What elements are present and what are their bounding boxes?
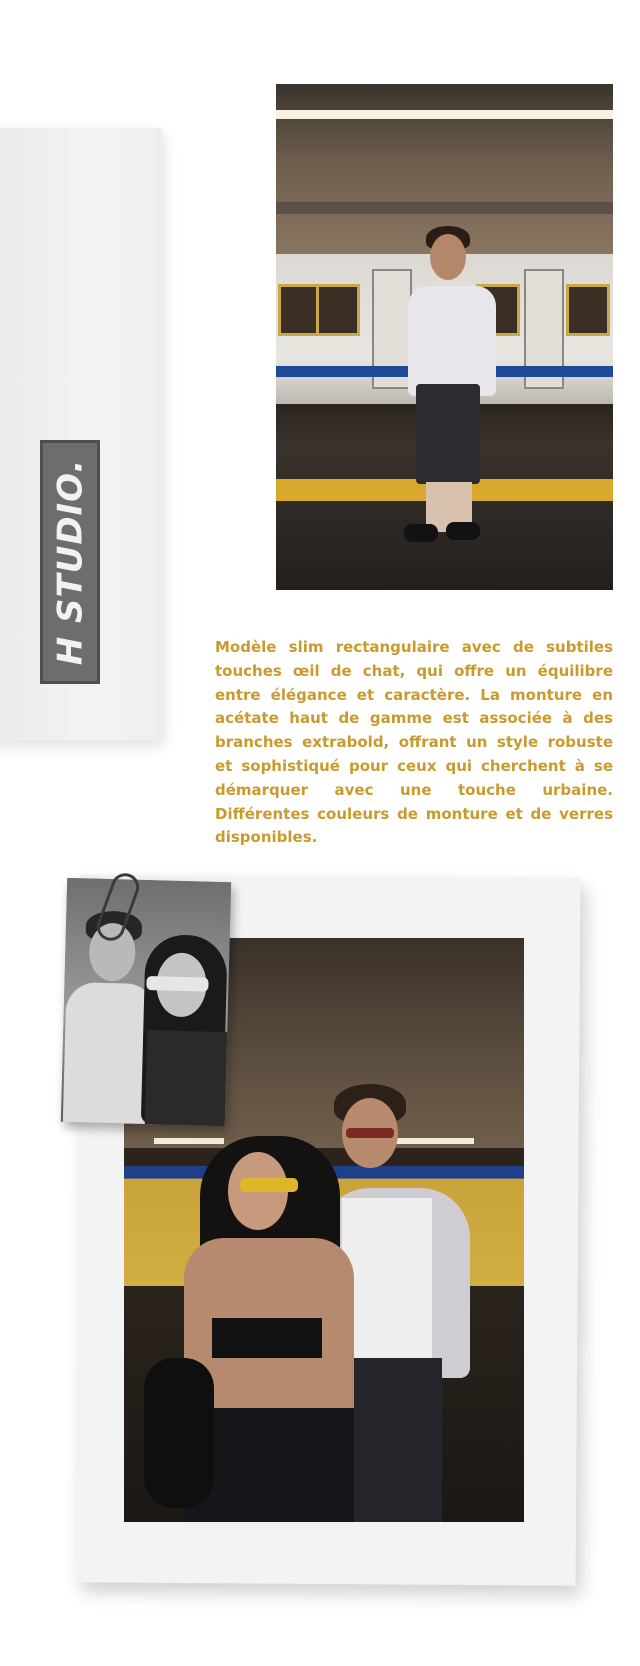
brand-logo-text: H STUDIO. xyxy=(50,458,90,666)
logo-paper-card xyxy=(0,128,162,740)
subway-model-photo xyxy=(276,84,613,590)
yellow-sunglasses xyxy=(240,1178,298,1192)
brand-stamp-logo xyxy=(40,440,100,684)
pinned-bw-photo xyxy=(61,878,231,1126)
red-sunglasses xyxy=(346,1128,394,1138)
product-description: Modèle slim rectangulaire avec de subtiles touches œil de chat, qui offre un équilibre entre élégance et caractère. La monture en acétate haut de gamme est associée à des branches extrabold, offrant un style robuste et sophistiqué pour ceux qui cherchent à se démarquer avec une touche urbaine. Différentes couleurs de monture et de verres disponibles. xyxy=(215,638,613,847)
